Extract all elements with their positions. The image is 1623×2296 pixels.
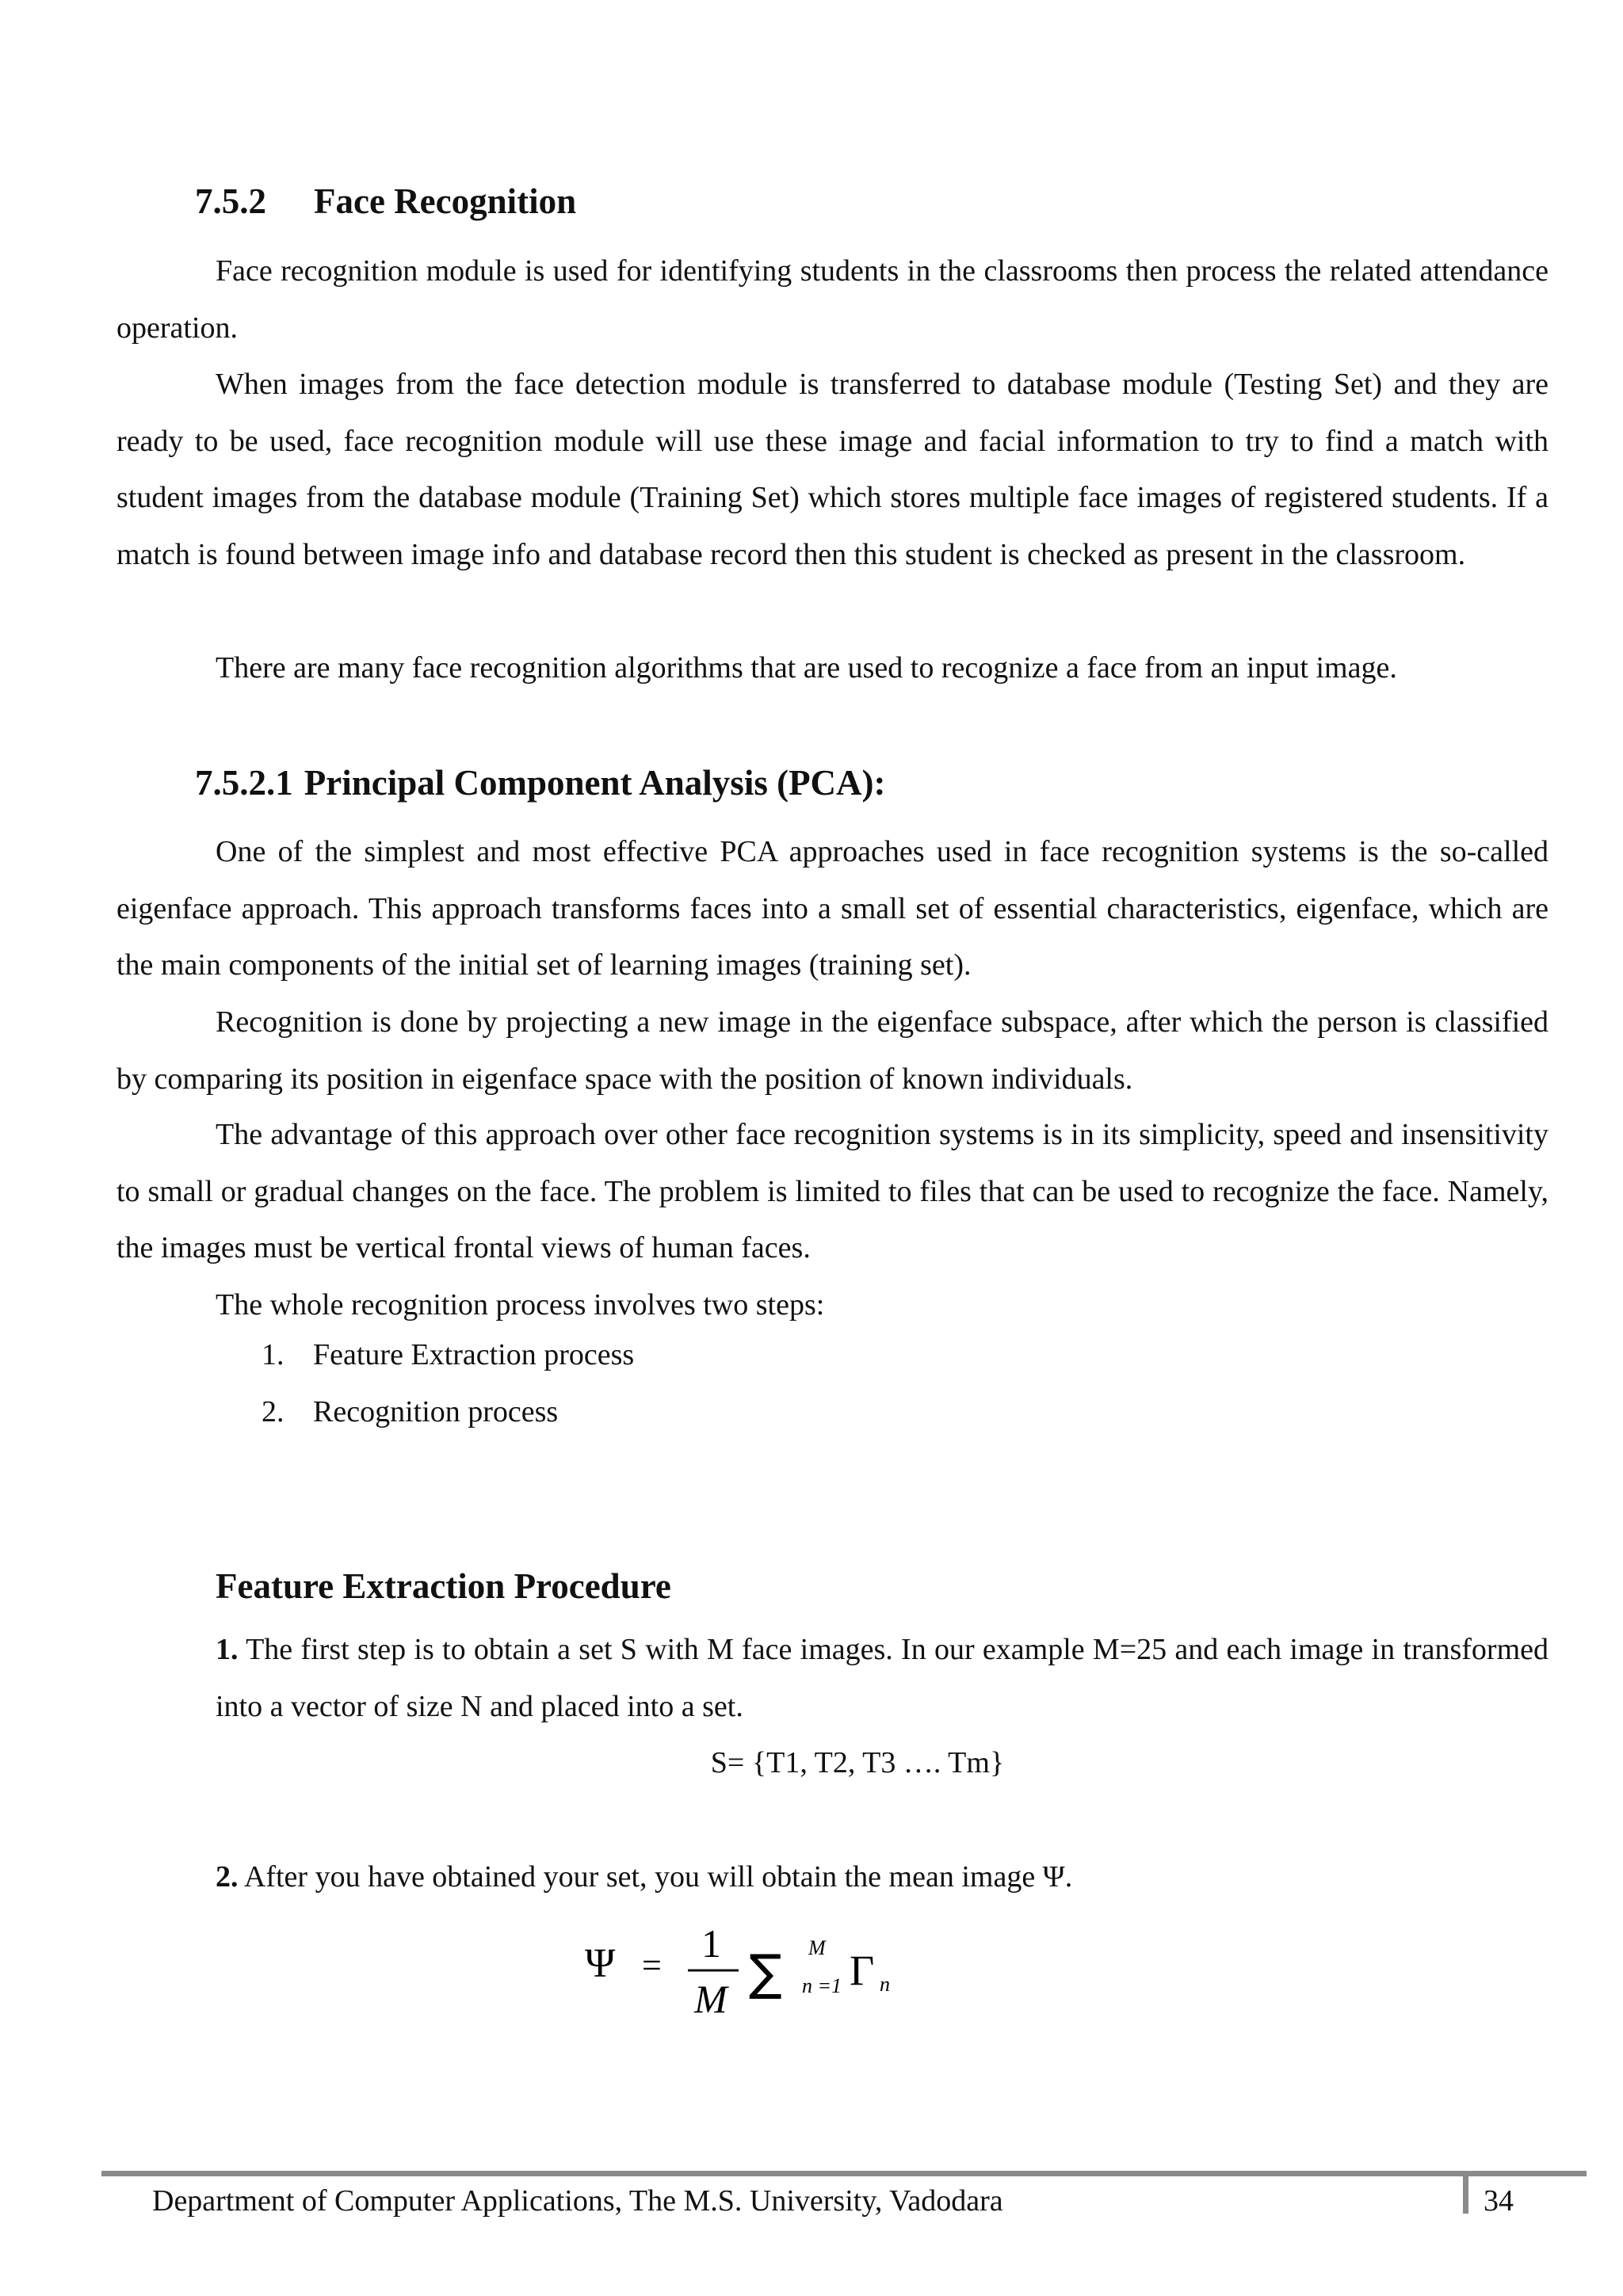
procedure-heading: Feature Extraction Procedure [216,1566,671,1606]
section-title: Face Recognition [314,181,577,221]
formula-gamma: Γ [850,1947,875,1994]
footer-separator [1463,2176,1468,2214]
set-equation: S= {T1, T2, T3 …. Tm} [710,1746,1005,1779]
section-number: 7.5.2 [195,181,266,221]
procedure-step-1 [216,1622,1549,1735]
list-item-text: Recognition process [313,1394,559,1428]
subsection-number: 7.5.2.1 [195,763,293,803]
sum-lower-limit: n =1 [802,1974,842,1997]
step-text: The first step is to obtain a set S with M face images. In our example M=25 and each image in transformed into a vector of size N and placed into a set. [216,1633,1549,1723]
list-item [262,1327,634,1384]
paragraph: The whole recognition process involves two steps: [216,1288,825,1322]
paragraph: When images from the face detection module is transferred to database module (Testing Set) and they are ready to be used, face recognition module will use these image and facial information to try to find a match with student images from the database module (Training Set) which stores multiple face images of registered students. If a match is found between image info and database record then this student is checked as present in the classroom. [116,368,1549,571]
formula-numerator: 1 [701,1921,721,1966]
list-item [262,1384,634,1441]
steps-list [262,1327,634,1440]
list-item-number: 2. [262,1394,285,1428]
subsection-title: Principal Component Analysis (PCA): [304,763,886,803]
sum-symbol: ∑ [749,1943,782,2001]
formula-denominator: M [694,1977,727,2021]
paragraph: Recognition is done by projecting a new image in the eigenface subspace, after which the person is classified by comparing its position in eigenface space with the position of known individuals. [116,1005,1549,1096]
formula-subscript: n [880,1973,890,1996]
list-item-text: Feature Extraction process [313,1338,635,1371]
mean-image-formula [571,1913,919,2024]
section-heading [195,181,576,222]
footer-text: Department of Computer Applications, The M.S. University, Vadodara [152,2184,1003,2218]
formula-equals: = [642,1946,662,1985]
step-number: 2. [216,1860,239,1894]
page-number: 34 [1484,2184,1514,2218]
paragraph: One of the simplest and most effective PCA approaches used in face recognition systems is the so-called eigenface approach. This approach transforms faces into a small set of essential characteristics, eigenface, which are the main components of the initial set of learning images (training set). [116,835,1549,982]
paragraph: Face recognition module is used for identifying students in the classrooms then process the related attendance operation. [116,254,1549,345]
paragraph: The advantage of this approach over other face recognition systems is in its simplicity, speed and insensitivity to small or gradual changes on the face. The problem is limited to files that can be used to recognize the face. Namely, the images must be vertical frontal views of human faces. [116,1118,1549,1264]
procedure-step-2 [216,1849,1549,1906]
paragraph: There are many face recognition algorithms that are used to recognize a face from an input image. [216,651,1397,685]
subsection-heading [195,762,886,803]
step-text: After you have obtained your set, you will obtain the mean image Ψ. [238,1860,1073,1894]
sum-upper-limit: M [808,1936,826,1959]
list-item-number: 1. [262,1338,285,1371]
step-number: 1. [216,1633,239,1666]
formula-psi: Ψ [585,1941,616,1986]
footer-rule [101,2171,1587,2176]
